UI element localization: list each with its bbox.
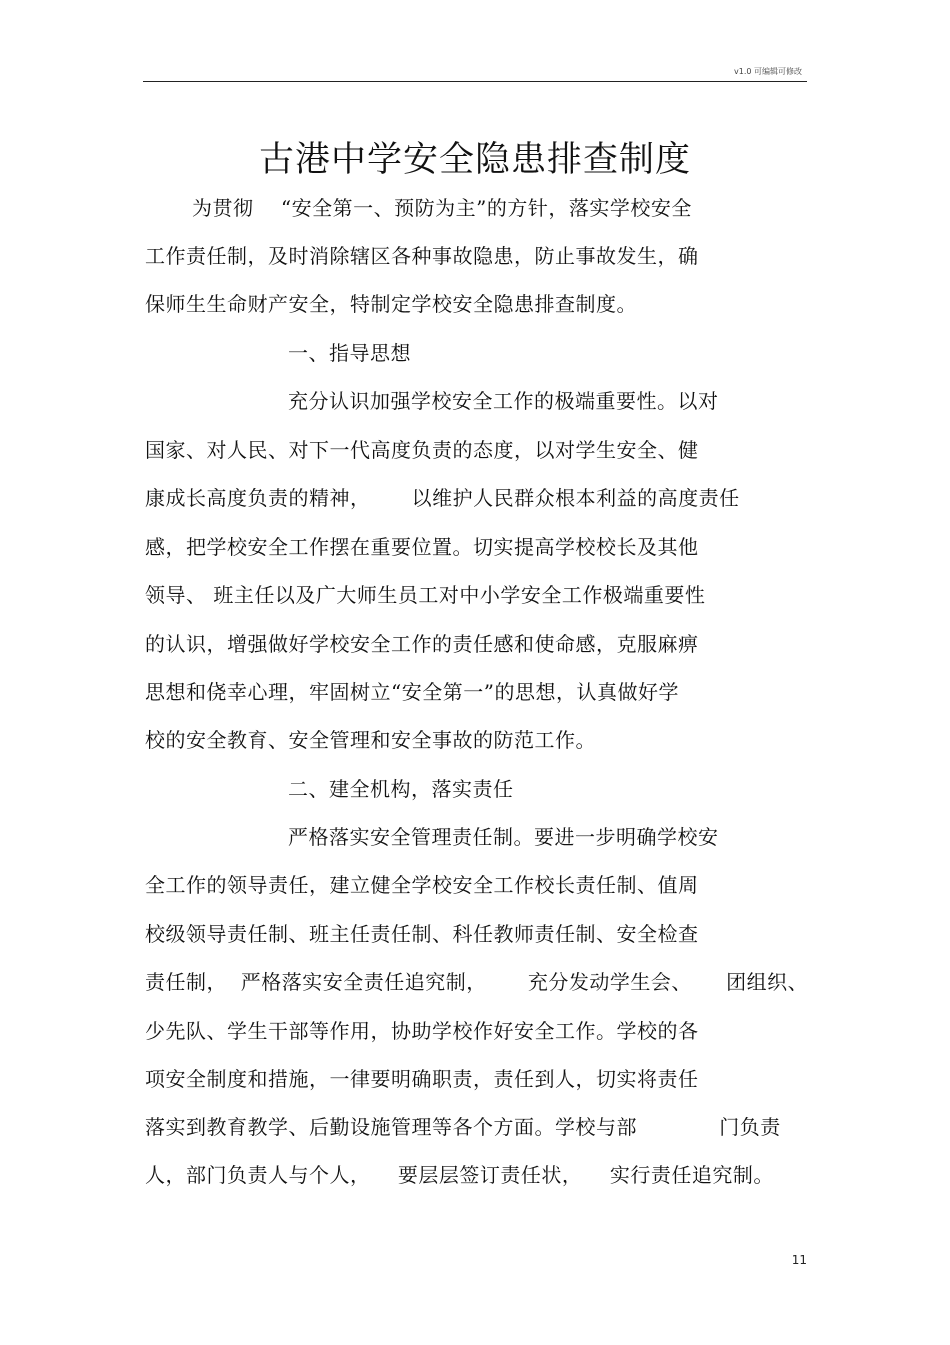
paragraph-line: 领导、 班主任以及广大师生员工对中小学安全工作极端重要性 xyxy=(145,583,706,607)
paragraph-line: 责任制， 严格落实安全责任追究制， 充分发动学生会、 团组织、 xyxy=(145,970,809,994)
paragraph-line: 校的安全教育、安全管理和安全事故的防范工作。 xyxy=(145,728,596,752)
section-heading: 一、指导思想 xyxy=(288,341,411,365)
paragraph-line: 康成长高度负责的精神， 以维护人民群众根本利益的高度责任 xyxy=(145,486,740,510)
paragraph-line: 国家、对人民、对下一代高度负责的态度，以对学生安全、健 xyxy=(145,438,699,462)
paragraph-line: 充分认识加强学校安全工作的极端重要性。以对 xyxy=(288,389,719,413)
paragraph-line: 感，把学校安全工作摆在重要位置。切实提高学校校长及其他 xyxy=(145,535,699,559)
paragraph-line: 全工作的领导责任，建立健全学校安全工作校长责任制、值周 xyxy=(145,873,699,897)
paragraph-line: 落实到教育教学、后勤设施管理等各个方面。学校与部 门负责 xyxy=(145,1115,781,1139)
paragraph-line: 的认识，增强做好学校安全工作的责任感和使命感，克服麻痹 xyxy=(145,632,699,656)
page-number: 11 xyxy=(791,1253,807,1267)
paragraph-line: 为贯彻 “安全第一、预防为主”的方针，落实学校安全 xyxy=(192,196,692,220)
paragraph-line: 少先队、学生干部等作用，协助学校作好安全工作。学校的各 xyxy=(145,1019,699,1043)
paragraph-line: 严格落实安全管理责任制。要进一步明确学校安 xyxy=(288,825,719,849)
version-note: v1.0 可编辑可修改 xyxy=(734,67,802,76)
paragraph-line: 思想和侥幸心理，牢固树立“安全第一”的思想，认真做好学 xyxy=(145,680,679,704)
section-heading: 二、建全机构，落实责任 xyxy=(288,777,514,801)
paragraph-line: 人，部门负责人与个人， 要层层签订责任状， 实行责任追究制。 xyxy=(145,1163,774,1187)
paragraph-line: 校级领导责任制、班主任责任制、科任教师责任制、安全检查 xyxy=(145,922,699,946)
paragraph-line: 项安全制度和措施，一律要明确职责，责任到人，切实将责任 xyxy=(145,1067,699,1091)
paragraph-line: 保师生生命财产安全，特制定学校安全隐患排查制度。 xyxy=(145,292,637,316)
document-title: 古港中学安全隐患排查制度 xyxy=(258,140,691,180)
header-rule xyxy=(143,81,807,82)
paragraph-line: 工作责任制，及时消除辖区各种事故隐患，防止事故发生，确 xyxy=(145,244,699,268)
